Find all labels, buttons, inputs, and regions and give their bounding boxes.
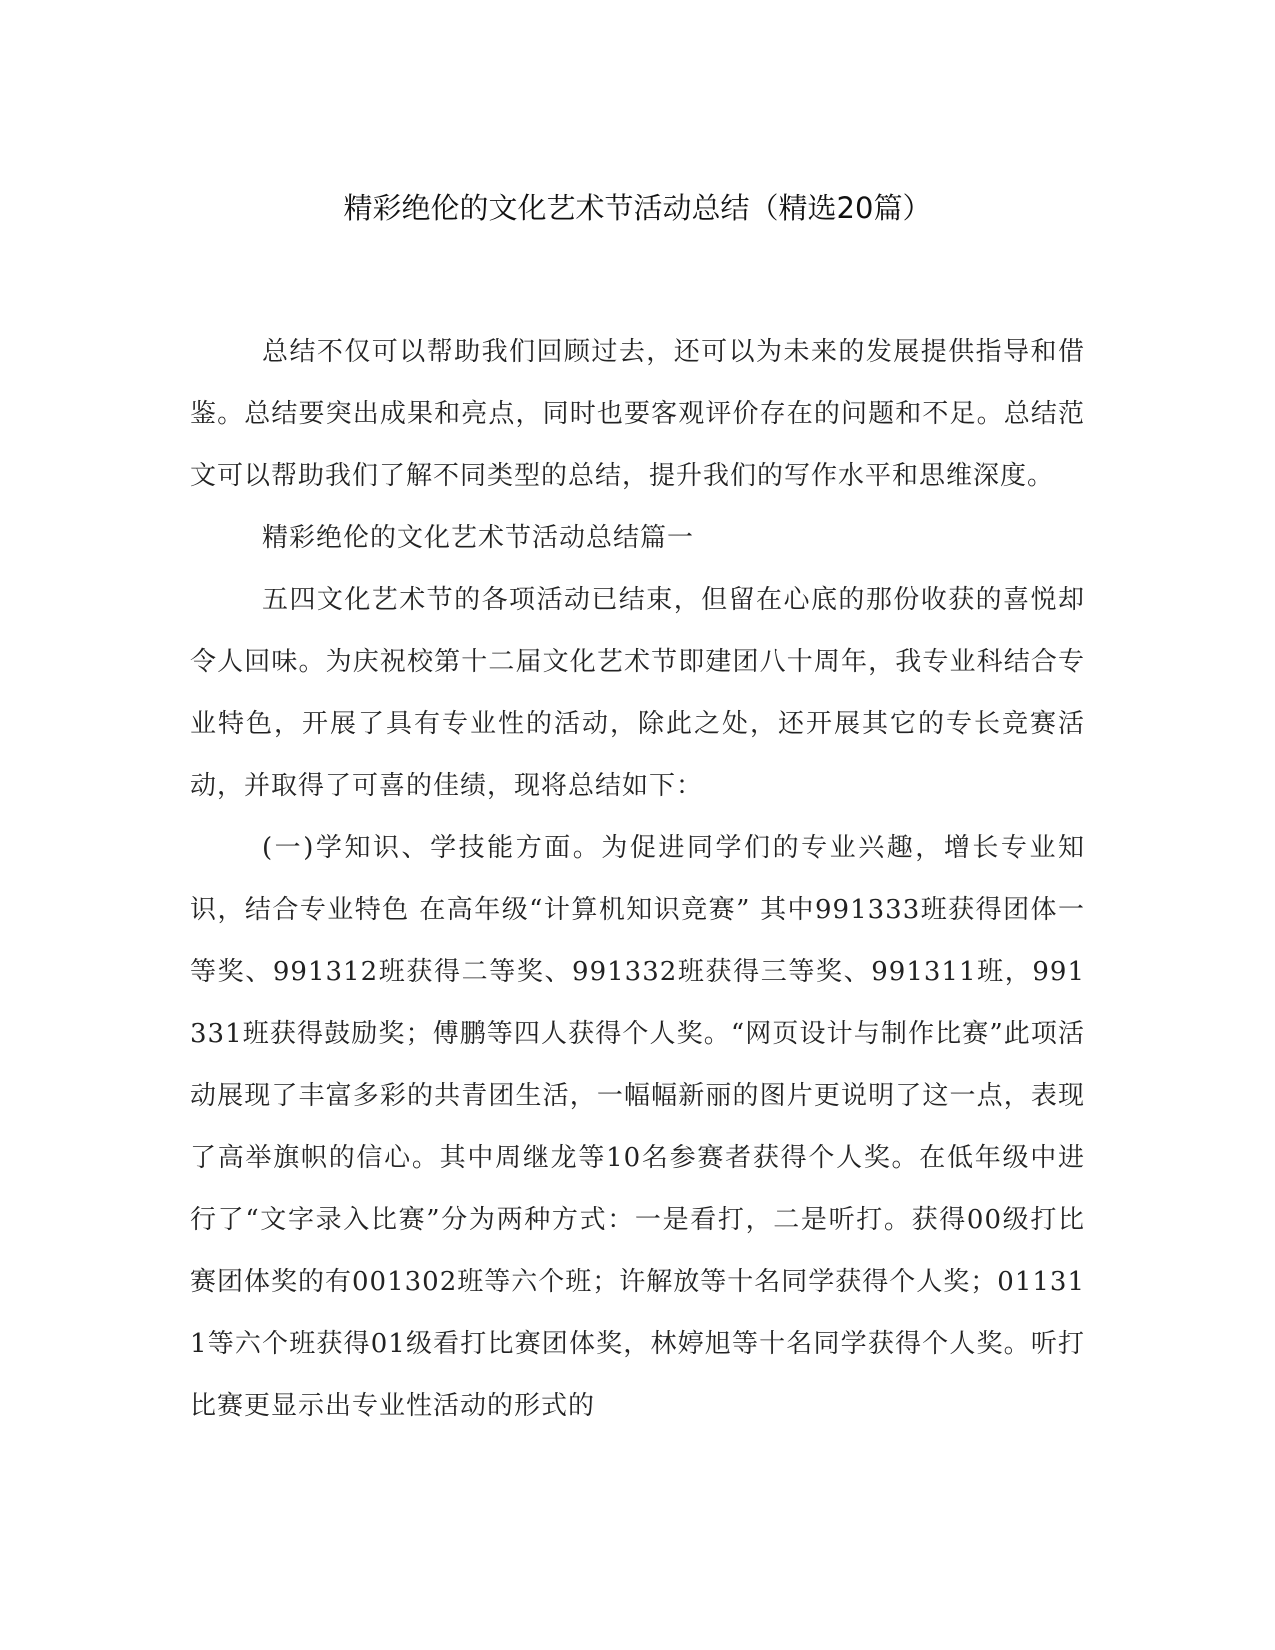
section-heading: 精彩绝伦的文化艺术节活动总结篇一: [262, 523, 695, 553]
body-paragraph-2: (一)学知识、学技能方面。为促进同学们的专业兴趣，增长专业知识，结合专业特色 在高年级“计算机知识竞赛” 其中991333班获得团体一等奖、991312班获得二等奖、991332班获得三等奖、991311班，991331班获得鼓励奖；傅鹏等四人获得个人奖。“网页设计与制作比赛”此项活动展现了丰富多彩的共青团生活，一幅幅新丽的图片更说明了这一点，表现了高举旗帜的信心。其中周继龙等10名参赛者获得个人奖。在低年级中进行了“文字录入比赛”分为两种方式：一是看打，二是听打。获得00级打比赛团体奖的有001302班等六个班；许解放等十名同学获得个人奖；011311等六个班获得01级看打比赛团体奖，林婷旭等十名同学获得个人奖。听打比赛更显示出专业性活动的形式的: [190, 833, 1085, 1421]
body-paragraph-1: 五四文化艺术节的各项活动已结束，但留在心底的那份收获的喜悦却令人回味。为庆祝校第十二届文化艺术节即建团八十周年，我专业科结合专业特色，开展了具有专业性的活动，除此之处，还开展其它的专长竞赛活动，并取得了可喜的佳绩，现将总结如下：: [190, 585, 1085, 801]
intro-paragraph: 总结不仅可以帮助我们回顾过去，还可以为未来的发展提供指导和借鉴。总结要突出成果和亮点，同时也要客观评价存在的问题和不足。总结范文可以帮助我们了解不同类型的总结，提升我们的写作水平和思维深度。: [190, 337, 1085, 491]
document-body: [190, 321, 1085, 1437]
document-title: 精彩绝伦的文化艺术节活动总结（精选20篇）: [343, 191, 932, 225]
